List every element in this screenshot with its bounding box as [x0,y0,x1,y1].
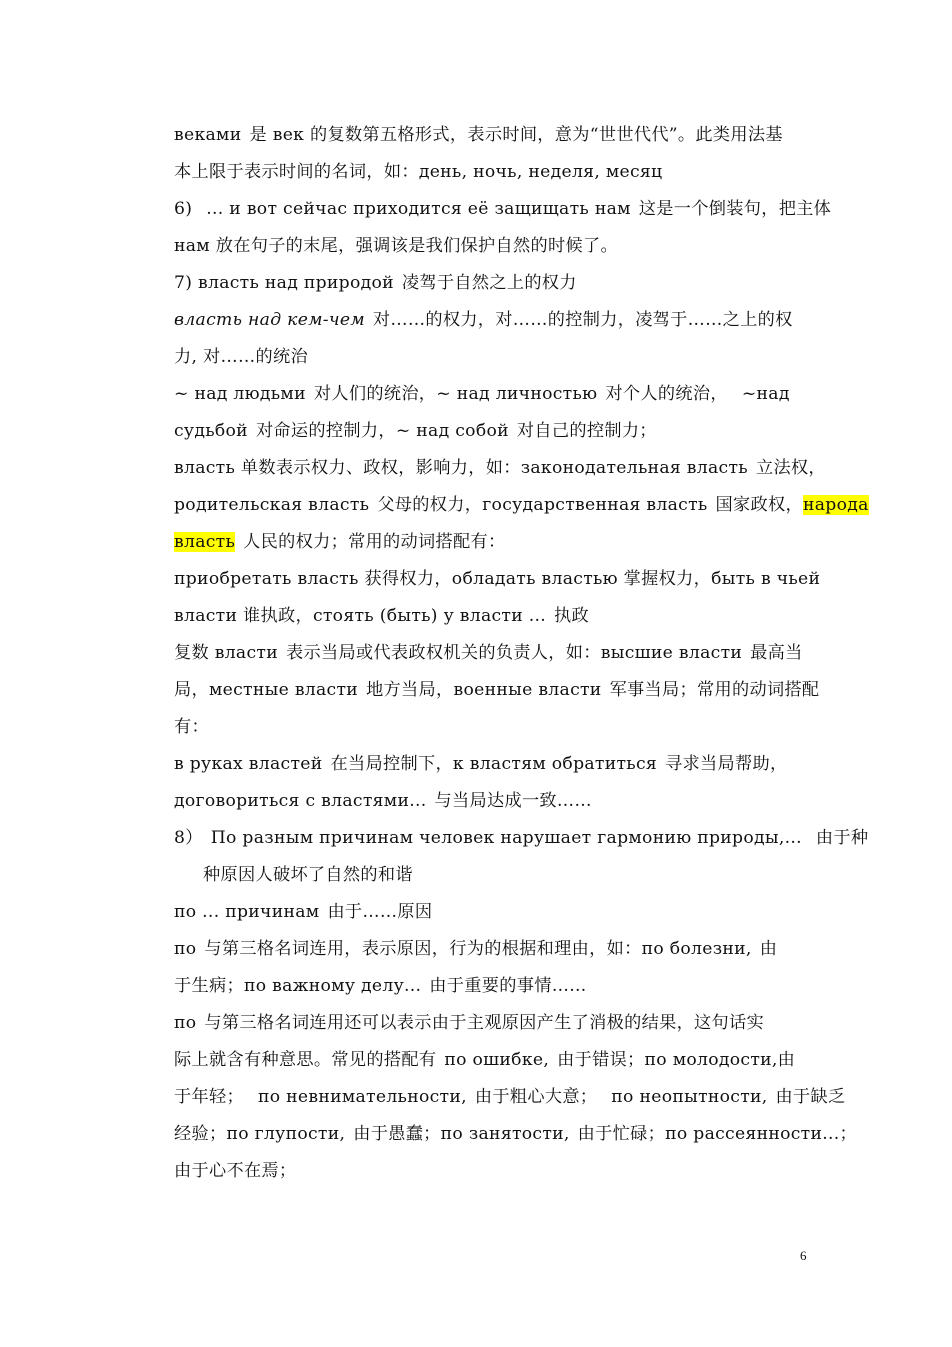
text-segment: 由于缺乏 [775,1087,846,1107]
text-line [174,302,814,339]
text-segment: договориться с властями... [174,791,427,811]
text-segment: ~ над людьми [174,384,306,404]
highlighted-term: народа [803,495,869,515]
text-segment: по невнимательности, [257,1087,467,1107]
italic-term: власть над кем-чем [174,310,365,330]
text-segment: 与第三格名词连用，表示原因，行为的根据和理由，如：по болезни, [204,939,752,959]
text-line [174,154,814,191]
text-segment: 复数 власти [174,643,278,663]
text-segment: 最高当 [750,643,803,663]
text-line [174,1042,814,1079]
text-line [174,376,814,413]
text-segment: по ошибке, [444,1050,550,1070]
text-segment: по ... причинам [174,902,320,922]
text-segment: 军事当局；常用的动词搭配 [609,680,820,700]
text-line [174,487,869,524]
text-segment: 由于粗心大意； [474,1087,598,1107]
text-segment: 寻求当局帮助， [665,754,788,774]
text-line [174,117,814,154]
text-line [174,450,826,487]
text-line [174,894,814,931]
text-segment: 由于……原因 [327,902,433,922]
text-segment: 由 [759,939,778,959]
text-segment: 力, 对……的统治 [174,347,308,367]
text-segment: 由于愚蠢；по занятости, [353,1124,570,1144]
text-segment: 对个人的统治， [605,384,728,404]
text-segment: 立法权， [755,458,826,478]
quoted-text: По разным причинам человек нарушает гармонию природы,... [210,828,802,848]
text-segment: приобретать власть 获得权力，обладать властью 掌握权力，быть в чьей [174,569,821,589]
text-segment: 对人们的统治，~ над личностью [313,384,598,404]
text-segment: 凌驾于自然之上的权力 [401,273,577,293]
text-segment: 国家政权， [715,495,803,515]
text-segment: 由于种 [815,828,869,848]
text-line [174,191,832,228]
highlighted-term: власть [174,532,236,552]
term: веками [174,125,242,145]
text-line [174,857,814,894]
text-segment: 与第三格名词连用还可以表示由于主观原因产生了消极的结果，这句话实 [204,1013,765,1033]
text-segment: по [174,1013,197,1033]
text-segment: 际上就含有种意思。常见的搭配有 [174,1050,437,1070]
text-line [174,598,814,635]
text-line [174,265,814,302]
text-line [174,1079,846,1116]
text-line [174,709,814,746]
text-segment: 这是一个倒装句，把主体 [638,199,832,219]
text-segment: 对……的权力，对……的控制力，凌驾于……之上的权 [372,310,793,330]
text-segment: по неопытности, [611,1087,768,1107]
text-segment: 有： [174,717,209,737]
text-line [174,413,814,450]
page-content [174,117,869,1190]
text-segment: власть 单数表示权力、政权，影响力，如：законодательная власть [174,458,748,478]
text-line [174,1116,858,1153]
text-segment: власти 谁执政，стоять (быть) у власти ... [174,606,547,626]
text-line [174,1153,814,1190]
text-segment: 由于错误；по молодости,由 [557,1050,796,1070]
text-segment: 由于重要的事情…… [429,976,587,996]
text-segment: нам 放在句子的末尾，强调该是我们保护自然的时候了。 [174,236,618,256]
text-segment: 本上限于表示时间的名词，如：день, ночь, неделя, месяц [174,162,663,182]
text-line [174,820,869,857]
text-line [174,931,814,968]
text-segment: 是 век 的复数第五格形式，表示时间，意为“世世代代”。此类用法基 [249,125,783,145]
text-segment: 种原因人破坏了自然的和谐 [203,865,413,885]
item-number: 6) [174,199,193,219]
text-segment: 与当局达成一致…… [434,791,592,811]
text-segment: 父母的权力，государственная власть [377,495,708,515]
text-segment: 表示当局或代表政权机关的负责人，如：высшие власти [285,643,743,663]
text-segment: 由于心不在焉； [174,1161,297,1181]
text-line [174,672,820,709]
text-segment: 执政 [554,606,590,626]
text-line [174,635,814,672]
item-number: 8） [174,828,203,848]
text-segment: 于生病；по важному делу... [174,976,422,996]
text-segment: 局，местные власти [174,680,359,700]
text-segment: судьбой [174,421,248,441]
quoted-text: ... и вот сейчас приходится её защищать нам [206,199,631,219]
page-number: 6 [800,1248,807,1263]
text-segment: родительская власть [174,495,370,515]
text-segment: 对自己的控制力； [516,421,657,441]
text-segment: в руках властей [174,754,323,774]
text-segment: 于年轻； [174,1087,244,1107]
text-line [174,228,814,265]
text-line [174,968,814,1005]
text-line [174,339,814,376]
text-line [174,524,814,561]
text-segment: ~над [741,384,790,404]
text-segment: 对命运的控制力，~ над собой [255,421,509,441]
text-line [174,783,814,820]
text-line [174,1005,814,1042]
text-segment: 由于忙碌；по рассеянности...； [577,1124,858,1144]
text-segment: 7) власть над природой [174,273,394,293]
text-segment: 人民的权力；常用的动词搭配有： [243,532,506,552]
text-line [174,561,821,598]
text-segment: 在当局控制下，к властям обратиться [330,754,658,774]
text-segment: 地方当局，военные власти [366,680,602,700]
text-line [174,746,814,783]
text-segment: 经验；по глупости, [174,1124,346,1144]
text-segment: по [174,939,197,959]
